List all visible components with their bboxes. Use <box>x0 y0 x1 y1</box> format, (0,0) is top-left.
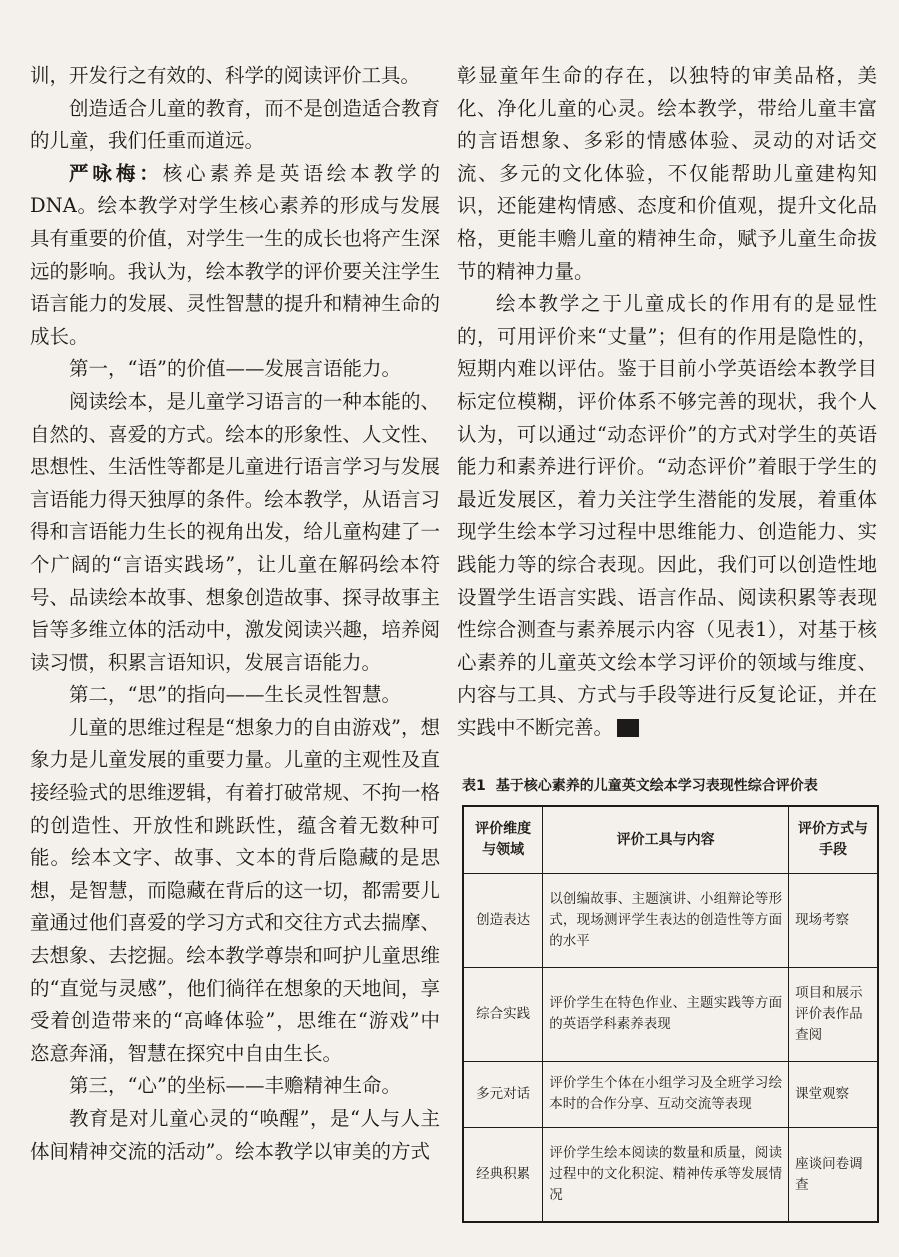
content-cell: 评价学生在特色作业、主题实践等方面的英语学科素养表现 <box>543 967 789 1061</box>
method-cell: 现场考察 <box>789 874 878 968</box>
column-header: 评价维度与领域 <box>463 806 543 874</box>
table-number: 表1 <box>462 778 486 794</box>
column-header: 评价方式与手段 <box>789 806 878 874</box>
paragraph: 阅读绘本，是儿童学习语言的一种本能的、自然的、喜爱的方式。绘本的形象性、人文性、思想性、生活性等都是儿童进行语言学习与发展言语能力得天独厚的条件。绘本教学，从语言习得和言语能力生长的视角出发，给儿童构建了一个广阔的“言语实践场”，让儿童在解码绘本符号、品读绘本故事、想象创造故事、探寻故事主旨等多维立体的活动中，激发阅读兴趣，培养阅读习惯，积累言语知识，发展言语能力。 <box>30 389 440 674</box>
speaker-name: 严咏梅： <box>69 161 163 185</box>
method-cell: 课堂观察 <box>789 1061 878 1127</box>
domain-cell: 多元对话 <box>463 1061 543 1127</box>
paragraph: 儿童的思维过程是“想象力的自由游戏”，想象力是儿童发展的重要力量。儿童的主观性及直接经验式的思维逻辑，有着打破常规、不拘一格的创造性、开放性和跳跃性，蕴含着无数种可能。绘本文字、故事、文本的背后隐藏的是思想，是智慧，而隐藏在背后的这一切，都需要儿童通过他们喜爱的学习方式和交往方式去揣摩、去想象、去挖掘。绘本教学尊崇和呵护儿童思维的“直觉与灵感”，他们徜徉在想象的天地间，享受着创造带来的“高峰体验”，思维在“游戏”中恣意奔涌，智慧在探究中自由生长。 <box>30 715 440 1065</box>
section-heading: 第二，“思”的指向——生长灵性智慧。 <box>69 683 401 707</box>
domain-cell: 创造表达 <box>463 874 543 968</box>
content-cell: 以创编故事、主题演讲、小组辩论等形式，现场测评学生表达的创造性等方面的水平 <box>543 874 789 968</box>
paragraph-text: 绘本教学之于儿童成长的作用有的是显性的，可用评价来“丈量”；但有的作用是隐性的，短期内难以评估。鉴于目前小学英语绘本教学目标定位模糊，评价体系不够完善的现状，我个人认为，可以通过“动态评价”的方式对学生的英语能力和素养进行评价。“动态评价”着眼于学生的最近发展区，着力关注学生潜能的发展，着重体现学生绘本学习过程中思维能力、创造能力、实践能力等的综合表现。因此，我们可以创造性地设置学生语言实践、语言作品、阅读积累等表现性综合测查与素养展示内容（见表1），对基于核心素养的儿童英文绘本学习评价的领域与维度、内容与工具、方式与手段等进行反复论证，并在实践中不断完善。 <box>457 292 877 739</box>
table-caption <box>462 775 877 797</box>
content-cell: 评价学生绘本阅读的数量和质量，阅读过程中的文化积淀、精神传承等发展情况 <box>543 1128 789 1222</box>
article-end-icon: D <box>617 719 639 737</box>
right-column <box>457 60 877 744</box>
domain-cell: 综合实践 <box>463 967 543 1061</box>
paragraph-text: 核心素养是英语绘本教学的DNA。绘本教学对学生核心素养的形成与发展具有重要的价值，对学生一生的成长也将产生深远的影响。我认为，绘本教学的评价要关注学生语言能力的发展、灵性智慧的提升和精神生命的成长。 <box>30 161 440 348</box>
paragraph <box>30 158 440 354</box>
paragraph: 教育是对儿童心灵的“唤醒”，是“人与人主体间精神交流的活动”。绘本教学以审美的方式 <box>30 1107 440 1163</box>
table-row <box>463 874 878 968</box>
table-row <box>463 1061 878 1127</box>
domain-cell: 经典积累 <box>463 1128 543 1222</box>
paragraph: 创造适合儿童的教育，而不是创造适合教育的儿童，我们任重而道远。 <box>30 96 440 153</box>
paragraph: 彰显童年生命的存在，以独特的审美品格，美化、净化儿童的心灵。绘本教学，带给儿童丰富的言语想象、多彩的情感体验、灵动的对话交流、多元的文化体验，不仅能帮助儿童建构知识，还能建构情感、态度和价值观，提升文化品格，更能丰赡儿童的精神生命，赋予儿童生命拔节的精神力量。 <box>457 64 877 283</box>
paragraph <box>457 288 877 744</box>
evaluation-table <box>462 805 879 1223</box>
left-column <box>30 60 440 1168</box>
method-cell: 座谈问卷调查 <box>789 1128 878 1222</box>
column-header: 评价工具与内容 <box>543 806 789 874</box>
table-title: 基于核心素养的儿童英文绘本学习表现性综合评价表 <box>495 778 818 794</box>
method-cell: 项目和展示评价表作品查阅 <box>789 967 878 1061</box>
paragraph: 训，开发行之有效的、科学的阅读评价工具。 <box>30 64 421 87</box>
table-row <box>463 967 878 1061</box>
section-heading: 第三，“心”的坐标——丰赡精神生命。 <box>69 1074 401 1098</box>
section-heading: 第一，“语”的价值——发展言语能力。 <box>69 357 401 381</box>
table-row <box>463 1128 878 1222</box>
content-cell: 评价学生个体在小组学习及全班学习绘本时的合作分享、互动交流等表现 <box>543 1061 789 1127</box>
table-header-row <box>463 806 878 874</box>
